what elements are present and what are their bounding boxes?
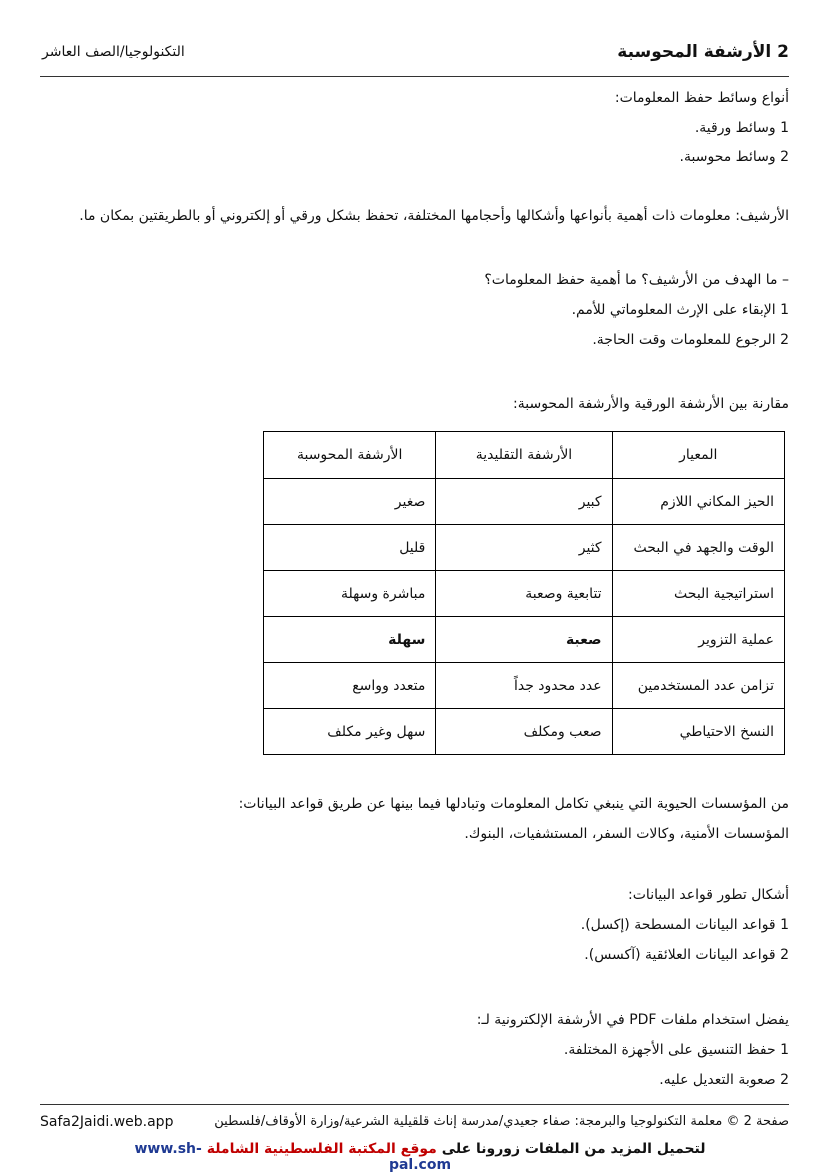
header-divider (40, 76, 789, 77)
table-cell: عدد محدود جداً (436, 663, 612, 709)
comparison-heading: مقارنة بين الأرشفة الورقية والأرشفة المحوسبة: (513, 396, 789, 412)
table-cell: متعدد وواسع (264, 663, 436, 709)
comparison-table (263, 431, 785, 755)
pdf-heading: يفضل استخدام ملفات PDF في الأرشفة الإلكترونية لـ: (476, 1012, 789, 1028)
institutions-heading: من المؤسسات الحيوية التي ينبغي تكامل المعلومات وتبادلها فيما بينها عن طريق قواعد البيانات: (238, 796, 789, 812)
table-row (264, 479, 785, 525)
library-name: موقع المكتبة الفلسطينية الشاملة (206, 1141, 437, 1157)
table-header-cell: المعيار (612, 432, 784, 479)
table-row (264, 617, 785, 663)
archive-definition: الأرشيف: معلومات ذات أهمية بأنواعها وأشكالها وأحجامها المختلفة، تحفظ بشكل ورقي أو إلكتروني أو بالطريقتين بمكان ما. (79, 208, 789, 224)
footer-download-banner (120, 1141, 720, 1173)
table-cell: صعب ومكلف (436, 709, 612, 755)
institutions-list: المؤسسات الأمنية، وكالات السفر، المستشفيات، البنوك. (464, 826, 789, 842)
table-cell: كبير (436, 479, 612, 525)
table-cell: تزامن عدد المستخدمين (612, 663, 784, 709)
table-cell: صعبة (436, 617, 612, 663)
footer-divider (40, 1104, 789, 1105)
table-cell: صغير (264, 479, 436, 525)
page-header (42, 42, 789, 68)
library-url-link[interactable]: www.sh-pal.com (134, 1141, 452, 1173)
media-heading: أنواع وسائط حفظ المعلومات: (614, 90, 789, 106)
table-cell: الوقت والجهد في البحث (612, 525, 784, 571)
table-cell: مباشرة وسهلة (264, 571, 436, 617)
table-cell: كثير (436, 525, 612, 571)
table-row (264, 709, 785, 755)
table-header-row (264, 432, 785, 479)
list-item: 1 وسائط ورقية. (694, 120, 789, 136)
table-cell: قليل (264, 525, 436, 571)
list-item: 2 وسائط محوسبة. (679, 149, 789, 165)
table-row (264, 525, 785, 571)
list-item: 1 حفظ التنسيق على الأجهزة المختلفة. (563, 1042, 789, 1058)
table-cell: النسخ الاحتياطي (612, 709, 784, 755)
table-row (264, 663, 785, 709)
footer-site-link[interactable]: Safa2Jaidi.web.app (40, 1114, 174, 1130)
download-text: لتحميل المزيد من الملفات زورونا على (441, 1141, 706, 1157)
footer-credit: صفحة 2 © معلمة التكنولوجيا والبرمجة: صفاء جعيدي/مدرسة إناث قلقيلية الشرعية/وزارة الأوقاف/فلسطين (214, 1114, 789, 1129)
page-title: 2 الأرشفة المحوسبة (617, 42, 789, 62)
list-item: 2 صعوبة التعديل عليه. (659, 1072, 789, 1088)
subject-label: التكنولوجيا/الصف العاشر (42, 44, 185, 60)
table-header-cell: الأرشفة التقليدية (436, 432, 612, 479)
table-cell: تتابعية وصعبة (436, 571, 612, 617)
list-item: 1 الإبقاء على الإرث المعلوماتي للأمم. (571, 302, 789, 318)
table-cell: الحيز المكاني اللازم (612, 479, 784, 525)
list-item: 2 الرجوع للمعلومات وقت الحاجة. (592, 332, 789, 348)
table-header-cell: الأرشفة المحوسبة (264, 432, 436, 479)
table-cell: استراتيجية البحث (612, 571, 784, 617)
db-forms-heading: أشكال تطور قواعد البيانات: (628, 887, 789, 903)
table-cell: سهلة (264, 617, 436, 663)
footer-credit-row (40, 1114, 789, 1134)
table-row (264, 571, 785, 617)
table-cell: سهل وغير مكلف (264, 709, 436, 755)
table-cell: عملية التزوير (612, 617, 784, 663)
list-item: 1 قواعد البيانات المسطحة (إكسل). (580, 917, 789, 933)
purpose-question: – ما الهدف من الأرشيف؟ ما أهمية حفظ المعلومات؟ (484, 272, 789, 288)
list-item: 2 قواعد البيانات العلائقية (آكسس). (584, 947, 789, 963)
